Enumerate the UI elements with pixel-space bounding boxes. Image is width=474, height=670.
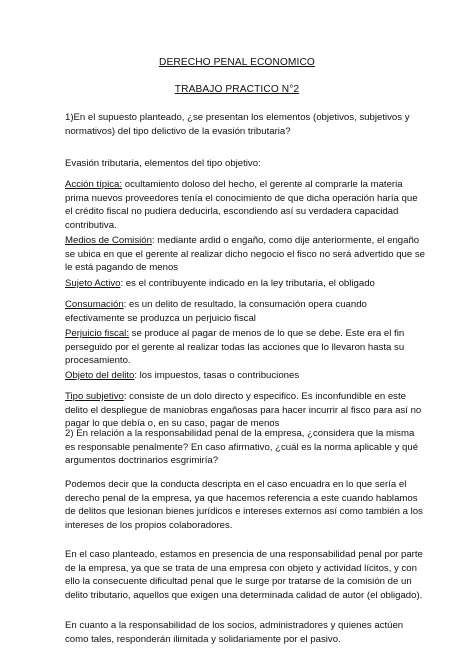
item-label: Medios de Comisión xyxy=(65,235,152,246)
item-accion-tipica xyxy=(65,178,425,232)
paragraph-1: Podemos decir que la conducta descripta en el caso encuadra en lo que sería el derecho penal de la empresa, ya que hacemos referencia a este cuando hablamos de delitos que lesionan bienes jurídicos e intereses externos así como también a los intereses de los propios colaboradores. xyxy=(65,479,423,531)
item-sujeto-activo xyxy=(65,277,425,291)
document-title: DERECHO PENAL ECONOMICO xyxy=(159,57,315,68)
item-perjuicio-fiscal xyxy=(65,327,425,368)
item-label: Consumación xyxy=(65,299,124,310)
item-text: : es un delito de resultado, la consumación opera cuando efectivamente se produzca un perjuicio fiscal xyxy=(65,299,367,324)
item-tipo-subjetivo xyxy=(65,390,425,431)
paragraph-2: En el caso planteado, estamos en presencia de una responsabilidad penal por parte de la empresa, ya que se trata de una empresa con objeto y actividad lícitos, y con ello la consecuente dificultad penal que le surge por tratarse de la comisión de un delito tributario, aquellos que exigen una determinada calidad de autor (el obligado). xyxy=(65,549,423,601)
item-text: : los impuestos, tasas o contribuciones xyxy=(134,370,300,381)
question-2: 2) En relación a la responsabilidad penal de la empresa, ¿considera que la misma es responsable penalmente? En caso afirmativo, ¿cuál es la norma aplicable y qué argumentos doctrinarios esgrimiría? xyxy=(65,428,419,467)
item-text: se produce al pagar de menos de lo que se debe. Este era el fin perseguido por el gerente al realizar todas las acciones que lo llevaron hasta su procesamiento. xyxy=(65,328,405,367)
item-text: : mediante ardid o engaño, como dije anteriormente, el engaño se ubica en que el gerente al realizar dicho negocio el fisco no será advertido que se le está pagando de menos xyxy=(65,235,425,274)
item-objeto-delito xyxy=(65,369,425,383)
item-text: : es el contribuyente indicado en la ley tributaria, el obligado xyxy=(120,278,375,289)
item-medios-comision xyxy=(65,234,425,275)
item-label: Tipo subjetivo xyxy=(65,391,124,402)
item-label: Sujeto Activo xyxy=(65,278,121,289)
item-label: Acción típica: xyxy=(65,179,123,190)
item-text: ocultamiento doloso del hecho, el gerente al comprarle la materia prima nuevos proveedores tenía el conocimiento de que dicha operación haría que el crédito fiscal no pudiera deducirla, escondiendo así su verdadera capacidad contributiva. xyxy=(65,179,418,231)
question-1: 1)En el supuesto planteado, ¿se presentan los elementos (objetivos, subjetivos y normativos) del tipo delictivo de la evasión tributaria? xyxy=(65,112,410,137)
item-label: Perjuicio fiscal: xyxy=(65,328,129,339)
section-heading: Evasión tributaria, elementos del tipo objetivo: xyxy=(65,158,261,169)
item-text: : consiste de un dolo directo y especifico. Es inconfundible en este delito el despliegue de maniobras engañosas para hacer incurrir al fisco para así no pagar lo que debía o, en su caso, pagar de menos xyxy=(65,391,422,430)
item-label: Objeto del delito xyxy=(65,370,135,381)
paragraph-3: En cuanto a la responsabilidad de los socios, administradores y quienes actúen como tales, responderán ilimitada y solidariamente por el pasivo. xyxy=(65,620,404,645)
document-subtitle: TRABAJO PRACTICO N°2 xyxy=(174,84,300,95)
item-consumacion xyxy=(65,298,425,325)
